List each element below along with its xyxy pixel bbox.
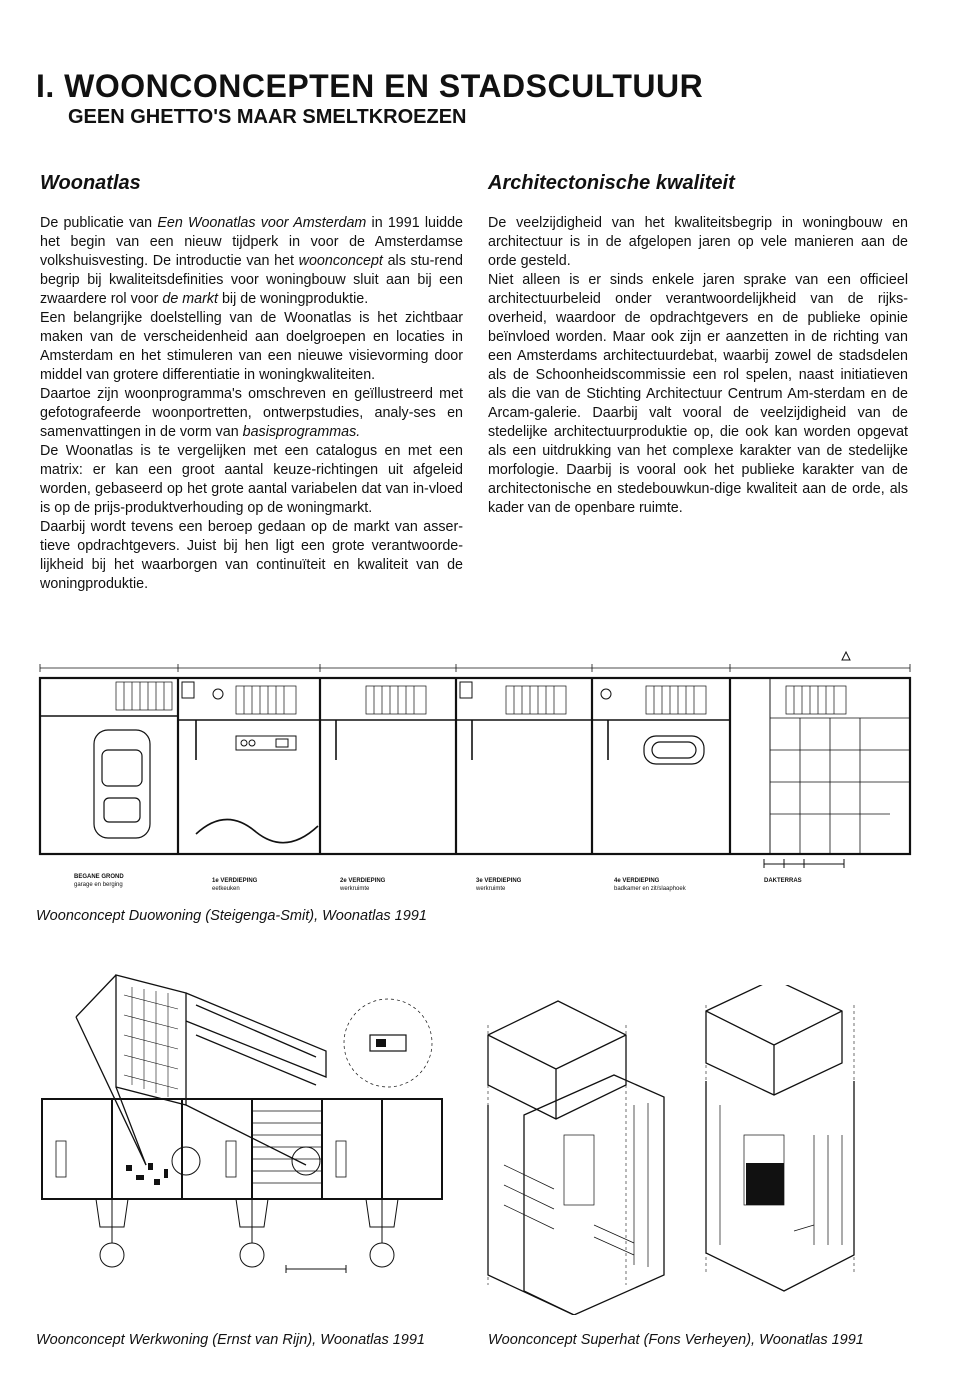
page-title: I. WOONCONCEPTEN EN STADSCULTUUR (36, 68, 704, 104)
paragraph-catalogus: De Woonatlas is te vergelijken met een catalogus en met een matrix: er kan een groot aantal keuze-richtingen uit afgeleid worden, gebaseerd op het grote aantal variabelen dat van in-vloed is op de prijs-produktverhouding op de woningmarkt. (40, 443, 463, 516)
plan-label-title: 3e VERDIEPING (476, 878, 522, 884)
superhat-drawing (484, 985, 924, 1315)
plan-label-begane-grond (74, 873, 124, 889)
emphasis: Een Woonatlas voor Amsterdam (157, 215, 367, 231)
section-heading-woonatlas: Woonatlas (40, 172, 141, 194)
right-column-text (488, 214, 908, 518)
text-run: De publicatie van (40, 215, 158, 231)
plan-label-title: 1e VERDIEPING (212, 878, 258, 884)
caption-superhat: Woonconcept Superhat (Fons Verheyen), Woonatlas 1991 (488, 1332, 864, 1348)
plan-label-2e-verdieping (340, 877, 385, 893)
emphasis: woonconcept (298, 253, 383, 269)
emphasis: basisprogrammas. (242, 424, 361, 440)
paragraph-opdrachtgevers: Daarbij wordt tevens een beroep gedaan op de markt van asser-tieve opdrachtgevers. Juist bij hen ligt een grote verantwoorde-lijkheid bij het waarborgen van continuïteit en kwaliteit van de woningproduktie. (40, 519, 463, 592)
plan-label-title: BEGANE GROND (74, 874, 124, 880)
plan-label-subtitle: garage en berging (74, 882, 123, 888)
page-subtitle: GEEN GHETTO'S MAAR SMELTKROEZEN (68, 106, 467, 128)
duowoning-floor-plans (36, 650, 926, 875)
text-run: in 1991 luidde het begin van een nieuw tijdperk in voor de Amsterdamse volkshuisvesting. De introductie van het (40, 215, 464, 269)
werkwoning-drawing (36, 965, 466, 1285)
section-heading-architectonische-kwaliteit: Architectonische kwaliteit (488, 172, 735, 194)
plan-label-subtitle: werkruimte (340, 886, 370, 892)
left-column-text (40, 214, 463, 594)
plan-label-subtitle: eetkeuken (212, 886, 240, 892)
text-run: als stu-rend begrip bij kwaliteitsdefinities voor woningbouw sluit aan bij een zwaardere rol voor (40, 253, 463, 307)
plan-label-subtitle: badkamer en zit/slaaphoek (614, 886, 686, 892)
plan-label-dakterras (764, 877, 802, 885)
plan-label-1e-verdieping (212, 877, 257, 893)
paragraph-woonprogrammas (40, 385, 463, 442)
paragraph-veelzijdigheid: De veelzijdigheid van het kwaliteitsbegrip in woningbouw en architectuur is in de afgelopen jaren op vele manieren aan de orde gesteld. (488, 215, 908, 269)
text-run: Daartoe zijn woonprogramma's omschreven en geïllustreerd met gefotografeerde woonportretten, ontwerpstudies, analy-ses en samenvattingen in de vorm van (40, 386, 463, 440)
text-run: bij de woningproduktie. (218, 291, 369, 307)
caption-duowoning: Woonconcept Duowoning (Steigenga-Smit), Woonatlas 1991 (36, 908, 427, 924)
paragraph-architectuurbeleid: Niet alleen is er sinds enkele jaren sprake van een officieel architectuurbeleid onder verantwoordelijkheid van de rijks-overheid, waardoor de opdrachtgevers en de publieke opinie beïnvloed worden. Maar ook zijn er aanzetten in de richting van een Amsterdams architectuurdebat, waarbij zowel de stadsdelen als de Schoonheidscommissie een rol spelen, naast initiatieven als die van de Stichting Architectuur Centrum Am-sterdam en de Arcam-galerie. Daarbij valt vooral de veelzijdigheid van de stedelijke architectuurproduktie op, die ook kan worden opgevat als een uitdrukking van het complexe karakter van de stedelijke morfologie. Daarbij is vooral ook het publieke karakter van de architectonische en stedebouwkun-dige kwaliteit aan de orde, als kader van de openbare ruimte. (488, 272, 908, 516)
paragraph-intro (40, 214, 463, 309)
plan-label-subtitle: werkruimte (476, 886, 506, 892)
plan-label-4e-verdieping (614, 877, 686, 893)
emphasis: de markt (162, 291, 218, 307)
plan-label-title: DAKTERRAS (764, 878, 802, 884)
plan-label-3e-verdieping (476, 877, 521, 893)
paragraph-doelstelling: Een belangrijke doelstelling van de Woonatlas is het zichtbaar maken van de verscheidenheid aan doelgroepen en locaties in Amsterdam en het stimuleren van een nieuwe visievorming door middel van grotere differentiatie in woningkwaliteiten. (40, 310, 463, 383)
caption-werkwoning: Woonconcept Werkwoning (Ernst van Rijn), Woonatlas 1991 (36, 1332, 426, 1348)
plan-label-title: 4e VERDIEPING (614, 878, 660, 884)
plan-label-title: 2e VERDIEPING (340, 878, 386, 884)
